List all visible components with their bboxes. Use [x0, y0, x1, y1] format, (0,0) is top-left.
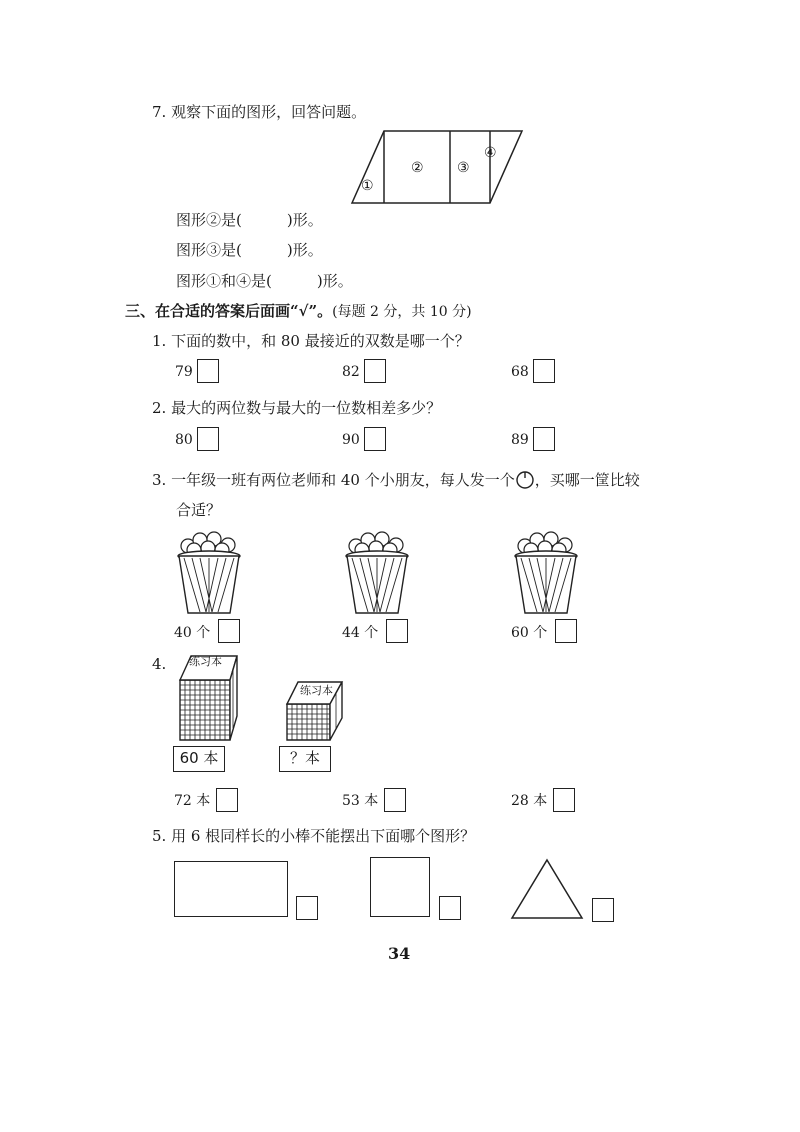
q7-line-1: 图形②是( )形。	[176, 211, 323, 229]
answer-box[interactable]	[296, 896, 318, 920]
apple-basket-icon	[511, 528, 581, 616]
answer-box[interactable]	[218, 619, 240, 643]
q1-option-79: 79	[175, 364, 193, 380]
answer-box[interactable]	[384, 788, 406, 812]
answer-box[interactable]	[533, 359, 555, 383]
square-shape	[370, 857, 430, 917]
q4-option-53: 53 本	[342, 793, 379, 809]
q7-figure	[340, 128, 530, 208]
q2-option-90: 90	[342, 432, 360, 448]
q4-number: 4.	[152, 655, 167, 673]
answer-box[interactable]	[592, 898, 614, 922]
page-number: 34	[388, 944, 411, 963]
small-count-label: ？本	[279, 746, 331, 772]
q2-title: 2. 最大的两位数与最大的一位数相差多少？	[152, 399, 442, 417]
big-count-label: 60 本	[173, 746, 225, 772]
big-notebook-label: 练习本	[189, 655, 222, 668]
answer-box[interactable]	[197, 427, 219, 451]
answer-box[interactable]	[439, 896, 461, 920]
q3-option-44: 44 个	[342, 625, 379, 641]
answer-box[interactable]	[364, 427, 386, 451]
answer-box[interactable]	[364, 359, 386, 383]
q1-option-82: 82	[342, 364, 360, 380]
apple-basket-icon	[342, 528, 412, 616]
small-notebook-label: 练习本	[300, 684, 333, 697]
q3-option-40: 40 个	[174, 625, 211, 641]
q7-line-3: 图形①和④是( )形。	[176, 272, 353, 290]
rectangle-shape	[174, 861, 288, 917]
q5-title: 5. 用 6 根同样长的小棒不能摆出下面哪个图形？	[152, 827, 476, 845]
q1-title: 1. 下面的数中，和 80 最接近的双数是哪一个？	[152, 332, 470, 350]
q4-option-72: 72 本	[174, 793, 211, 809]
q3-title-line-2: 合适？	[176, 501, 222, 519]
shape-4-label: ④	[484, 145, 497, 161]
q2-option-89: 89	[511, 432, 529, 448]
shape-1-label: ①	[361, 178, 374, 194]
q7-line-2: 图形③是( )形。	[176, 241, 323, 259]
answer-box[interactable]	[386, 619, 408, 643]
apple-basket-icon	[174, 528, 244, 616]
answer-box[interactable]	[533, 427, 555, 451]
section-heading: 三、在合适的答案后面画“√”。(每题 2 分，共 10 分)	[125, 302, 472, 320]
shape-3-label: ③	[457, 160, 470, 176]
q3-option-60: 60 个	[511, 625, 548, 641]
answer-box[interactable]	[216, 788, 238, 812]
q1-option-68: 68	[511, 364, 529, 380]
answer-box[interactable]	[555, 619, 577, 643]
answer-box[interactable]	[553, 788, 575, 812]
q2-option-80: 80	[175, 432, 193, 448]
apple-icon	[515, 469, 535, 489]
q4-option-28: 28 本	[511, 793, 548, 809]
shape-2-label: ②	[411, 160, 424, 176]
q7-title: 7. 观察下面的图形，回答问题。	[152, 103, 367, 121]
q3-title-line-1: 3. 一年级一班有两位老师和 40 个小朋友，每人发一个 ，买哪一筐比较	[152, 471, 640, 489]
triangle-shape	[510, 858, 584, 920]
answer-box[interactable]	[197, 359, 219, 383]
